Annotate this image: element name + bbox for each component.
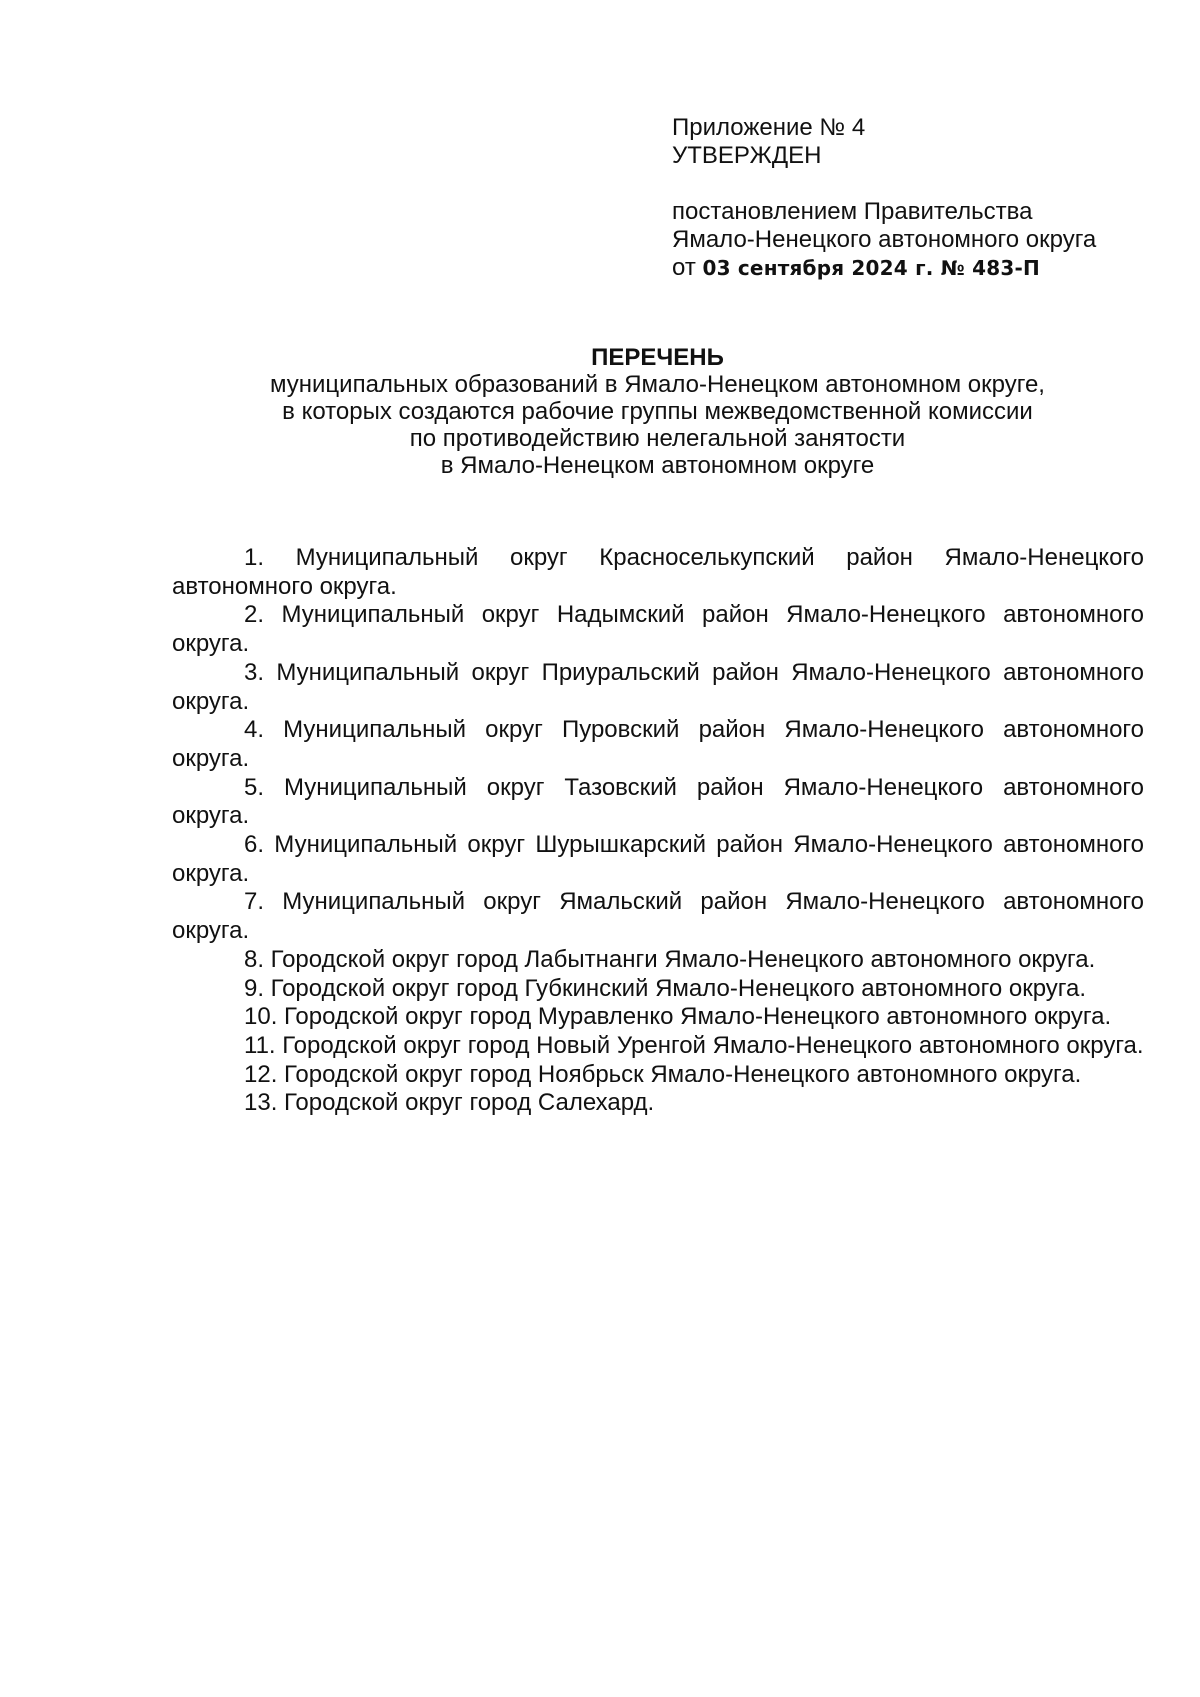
approval-block	[672, 114, 1152, 282]
approval-spacer	[672, 170, 1152, 198]
list-item: 6. Муниципальный округ Шурышкарский район Ямало-Ненецкого автономного округа.	[172, 831, 1144, 887]
list-item: 12. Городской округ город Ноябрьск Ямало-Ненецкого автономного округа.	[244, 1060, 1082, 1088]
list-item: 3. Муниципальный округ Приуральский район Ямало-Ненецкого автономного округа.	[172, 658, 1144, 715]
title-line-1: муниципальных образований в Ямало-Ненецком автономном округе,	[270, 371, 1045, 398]
list-item: 1. Муниципальный округ Красноселькупский район Ямало-Ненецкого автономного округа.	[172, 544, 1144, 600]
government-name: Ямало-Ненецкого автономного округа	[672, 226, 1097, 253]
date-number: 03 сентября 2024 г. № 483-П	[702, 256, 1040, 280]
list-item: 11. Городской округ город Новый Уренгой Ямало-Ненецкого автономного округа.	[244, 1031, 1144, 1059]
title-line-2: в которых создаются рабочие группы межведомственной комиссии	[282, 398, 1033, 425]
list-item: 2. Муниципальный округ Надымский район Ямало-Ненецкого автономного округа.	[172, 601, 1144, 658]
date-prefix: от	[672, 254, 703, 281]
list-item: 9. Городской округ город Губкинский Ямало-Ненецкого автономного округа.	[244, 974, 1087, 1002]
title-line-3: по противодействию нелегальной занятости	[409, 425, 906, 452]
document-title	[150, 344, 1165, 479]
title-heading: ПЕРЕЧЕНЬ	[591, 344, 724, 371]
list-item: 13. Городской округ город Салехард.	[244, 1089, 655, 1117]
resolution-label: постановлением Правительства	[672, 198, 1033, 225]
list-item: 8. Городской округ город Лабытнанги Ямало-Ненецкого автономного округа.	[244, 945, 1096, 973]
list-item: 4. Муниципальный округ Пуровский район Ямало-Ненецкого автономного округа.	[172, 716, 1144, 772]
title-line-4: в Ямало-Ненецком автономном округе	[440, 452, 875, 479]
list-item: 7. Муниципальный округ Ямальский район Ямало-Ненецкого автономного округа.	[172, 888, 1144, 945]
list-item: 5. Муниципальный округ Тазовский район Ямало-Ненецкого автономного округа.	[172, 773, 1144, 830]
appendix-number: Приложение № 4	[672, 114, 866, 141]
resolution-date	[672, 254, 1152, 282]
approved-label: УТВЕРЖДЕН	[672, 142, 822, 169]
municipality-list	[172, 544, 1144, 1118]
list-item: 10. Городской округ город Муравленко Ямало-Ненецкого автономного округа.	[244, 1003, 1112, 1031]
